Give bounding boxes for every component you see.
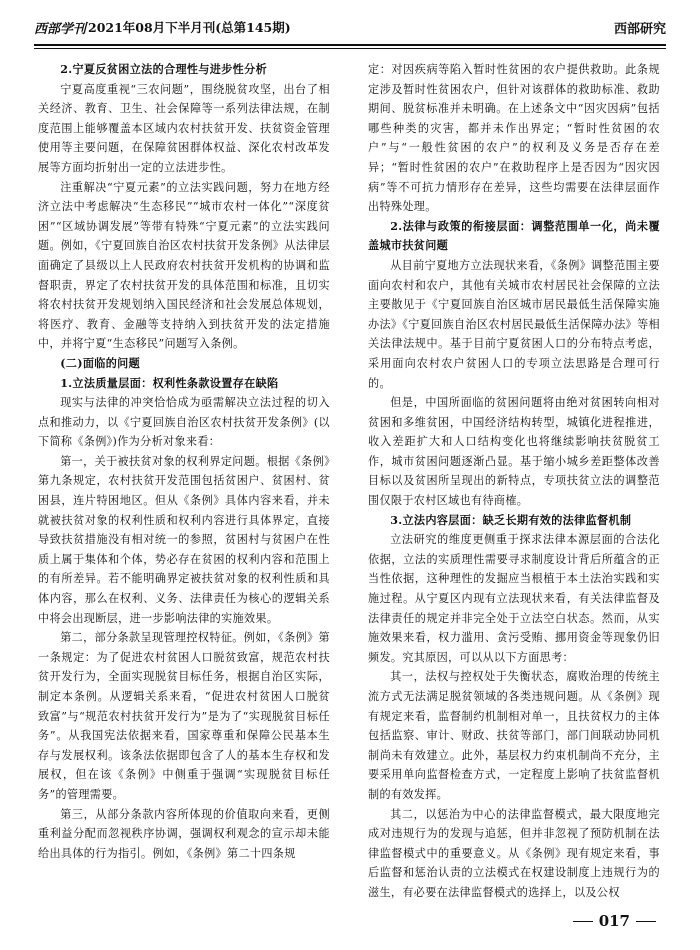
journal-logo: 西部学刊 <box>34 21 87 37</box>
paragraph: 宁夏高度重视“三农问题”，围绕脱贫攻坚，出台了相关经济、教育、卫生、社会保障等一系列法律法规，在制度范围上能够覆盖本区域内农村扶贫开发、扶贫资金管理使用等主要问题，在保障贫困群体权益、深化农村改革发展等方面均折射出一定的立法进步性。 <box>38 82 330 174</box>
subsection-heading: 3.立法内容层面：缺乏长期有效的法律监督机制 <box>390 513 632 527</box>
paragraph: 第一，关于被扶贫对象的权利界定问题。根据《条例》第九条规定，农村扶贫开发范围包括贫困户、贫困村、贫困县，连片特困地区。但从《条例》具体内容来看，并未就被扶贫对象的权利性质和权利内容进行具体界定，直接导致扶贫措施没有相对统一的参照，贫困村与贫困户在性质上属于集体和个体，势必存在贫困的权利内容和范围上的有所差异。若不能明确界定被扶贫对象的权利性质和具体内容，那么在权利、义务、法律责任为核心的逻辑关系中将会出现断层，进一步影响法律的实施效果。 <box>38 454 330 625</box>
left-column <box>38 60 330 863</box>
section-heading: 2.宁夏反贫困立法的合理性与进步性分析 <box>60 63 268 76</box>
paragraph: 从目前宁夏地方立法现状来看，《条例》调整范围主要面向农村和农户，其他有关城市农村居民社会保障的立法主要散见于《宁夏回族自治区城市居民最低生活保障实施办法》《宁夏回族自治区农村居民最低生活保障办法》等相关法律法规中。基于目前宁夏贫困人口的分布特点考虑，采用面向农村农户贫困人口的专项立法思路是合理可行的。 <box>368 258 660 390</box>
subsection-heading: 1.立法质量层面：权利性条款设置存在缺陷 <box>60 376 279 390</box>
header-left <box>34 18 291 37</box>
paragraph: 其二，以惩治为中心的法律监督模式，最大限度地完成对违规行为的发现与追惩，但并非忽视了预防机制在法律监督模式中的重要意义。从《条例》现有规定来看，事后监督和惩治认责的立法模式在权建设制度上违规行为的滋生，有必要在法律监督模式的选择上，以及公权 <box>368 807 660 899</box>
paragraph: 立法研究的维度更侧重于探求法律本源层面的合法化依据，立法的实质理性需要寻求制度设计背后所蕴含的正当性依据，这种理性的发掘应当根植于本土法治实践和实施过程。从宁夏区内现有立法现状来看，有关法律监督及法律责任的规定并非完全处于立法空白状态。然而，从实施效果来看，权力滥用、贪污受贿、挪用资金等现象仍旧频发。究其原因，可以从以下方面思考： <box>368 533 660 664</box>
subsection-heading: 2.法律与政策的衔接层面：调整范围单一化，尚未覆盖城市扶贫问题 <box>368 219 660 253</box>
section-title: 西部研究 <box>613 21 666 37</box>
page-header <box>34 12 666 42</box>
paragraph: 其一，法权与控权处于失衡状态，腐败治理的传统主流方式无法满足脱贫领域的各类违规问题。从《条例》现有规定来看，监督制约机制相对单一，且扶贫权力的主体包括监察、审计、财政、扶贫等部门，部门间联动协同机制尚未有效建立。此外，基层权力约束机制尚不充分，主要采用单向监督检查方式，一定程度上影响了扶贫监督机制的有效发挥。 <box>368 670 660 801</box>
right-column <box>368 60 660 903</box>
page-number: 017 <box>598 912 630 930</box>
paragraph: 但是，中国所面临的贫困问题将由绝对贫困转向相对贫困和多维贫困，中国经济结构转型，城镇化进程推进，收入差距扩大和人口结构变化也将继续影响扶贫脱贫工作，城市贫困问题逐渐凸显。基于缩小城乡差距整体改善目标以及贫困所呈现出的新特点，专项扶贫立法的调整范围仅限于农村区域也有待商榷。 <box>368 396 660 508</box>
section-heading: (二)面临的问题 <box>60 356 141 370</box>
footer-dash-left <box>573 921 593 922</box>
paragraph: 第三，从部分条款内容所体现的价值取向来看，更侧重利益分配而忽视秩序协调，强调权利观念的宣示却未能给出具体的行为指引。例如，《条例》第二十四条规 <box>38 807 330 860</box>
paragraph: 现实与法律的冲突恰恰成为亟需解决立法过程的切入点和推动力，以《宁夏回族自治区农村扶贫开发条例》(以下简称《条例》)作为分析对象来看： <box>38 396 330 449</box>
paragraph: 第二，部分条款呈现管理控权特征。例如，《条例》第一条规定：为了促进农村贫困人口脱贫致富，规范农村扶贫开发行为，全面实现脱贫目标任务，根据自治区实际，制定本条例。从逻辑关系来看，“促进农村贫困人口脱贫致富”与“规范农村扶贫开发行为”是为了“实现脱贫目标任务”。从我国宪法依据来看，国家尊重和保障公民基本生存与发展权利。该条法依据即包含了人的基本生存权和发展权，但在该《条例》中侧重于强调“实现脱贫目标任务”的管理需要。 <box>38 631 330 801</box>
header-rule-thick <box>34 44 666 46</box>
page-footer <box>573 912 656 930</box>
paragraph: 注重解决“宁夏元素”的立法实践问题，努力在地方经济立法中考虑解决“生态移民”“城市农村一体化”“深度贫困”“区域协调发展”等带有特殊“宁夏元素”的立法实践问题。例如，《宁夏回族自治区农村扶贫开发条例》从法律层面确定了县级以上人民政府农村扶贫开发机构的协调和监督职责，界定了农村扶贫开发的具体范围和标准，且切实将农村扶贫开发规划纳入国民经济和社会发展总体规划，将医疗、教育、金融等支持纳入到扶贫开发的法定措施中，并将宁夏“生态移民”问题写入条例。 <box>38 180 330 351</box>
header-rule-thin <box>34 48 666 49</box>
paragraph-continued: 定：对因疾病等陷入暂时性贫困的农户提供救助。此条规定涉及暂时性贫困农户，但针对该群体的救助标准、救助期间、脱贫标准并未明确。在上述条文中“因灾因病”包括哪些种类的灾害，都并未作出界定；“暂时性贫困的农户”与“一般性贫困的农户”的权利及义务是否存在差异；“暂时性贫困的农户”在救助程序上是否因为“因灾因病”等不可抗力情形存在差异，这些均需要在法律层面作出特殊处理。 <box>368 63 660 214</box>
issue-info: 2021年08月下半月刊(总第145期) <box>88 20 291 35</box>
footer-dash-right <box>636 921 656 922</box>
